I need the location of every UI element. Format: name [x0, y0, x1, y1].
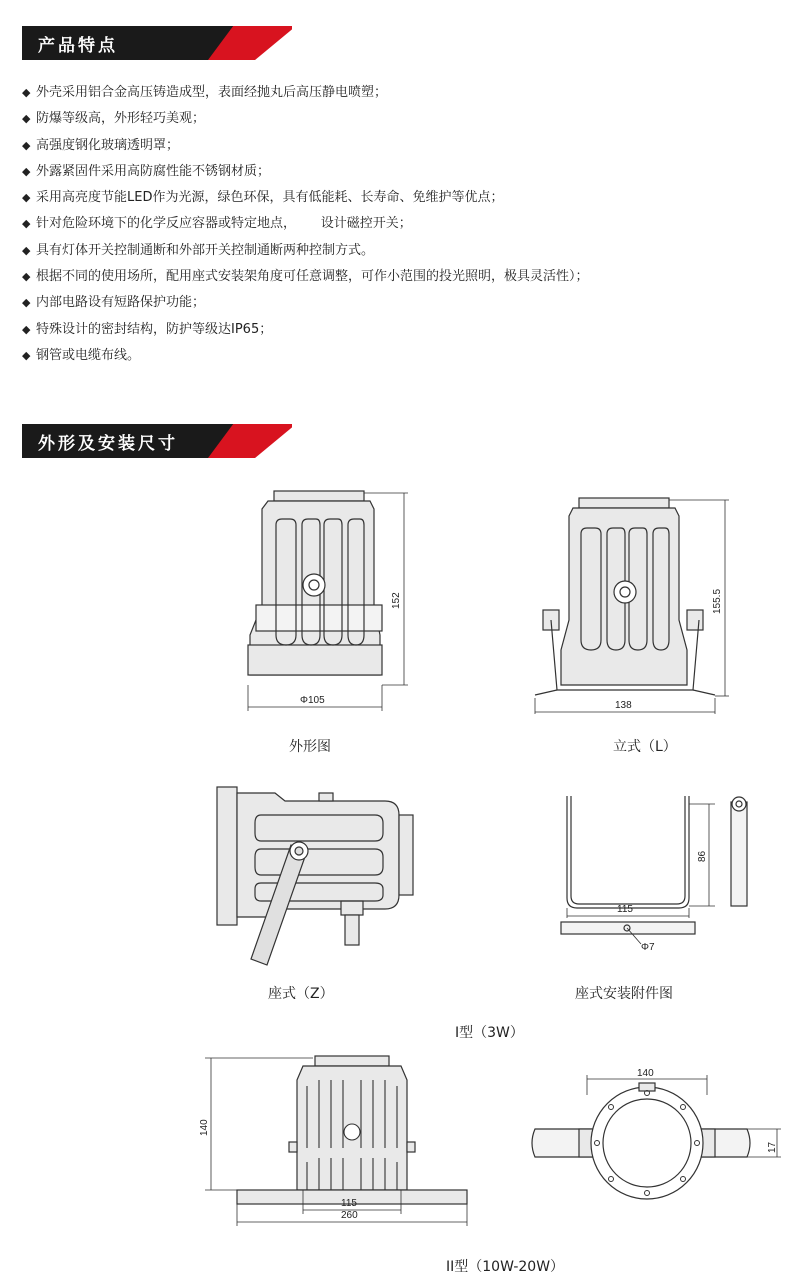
- bullet-icon: ◆: [22, 86, 31, 99]
- bullet-icon: ◆: [22, 217, 31, 231]
- outline-caption: 外形图: [289, 739, 331, 755]
- feature-item: ◆ 钢管或电缆布线。: [22, 343, 589, 369]
- feature-item: ◆ 根据不同的使用场所，配用座式安装架角度可任意调整，可作小范围的投光照明，极具灵活性）；: [22, 264, 589, 290]
- dimensions-section-header: [22, 424, 292, 458]
- feature-item: ◆ 内部电路设有短路保护功能；: [22, 290, 589, 316]
- bullet-icon: ◆: [22, 138, 31, 152]
- standing-mount-drawing: [515, 490, 750, 715]
- feature-list: [22, 80, 589, 369]
- feature-item: ◆ 外露紧固件采用高防腐性能不锈钢材质；: [22, 159, 589, 185]
- type1-caption: I型（3W）: [455, 1025, 524, 1041]
- feature-item: ◆ 特殊设计的密封结构，防护等级达IP65；: [22, 317, 589, 343]
- seat-caption: 座式（Z）: [268, 986, 334, 1002]
- type2-top-drawing: [525, 1065, 790, 1220]
- bullet-icon: ◆: [22, 112, 31, 126]
- feature-item: ◆ 采用高亮度节能LED作为光源，绿色环保，具有低能耗、长寿命、免维护等优点；: [22, 185, 589, 211]
- features-section-header: [22, 26, 292, 60]
- feature-item: ◆ 高强度钢化玻璃透明罩；: [22, 133, 589, 159]
- bullet-icon: ◆: [22, 191, 31, 205]
- dimensions-section-title: 外形及安装尺寸: [38, 434, 178, 454]
- type2-top-width-dim: 140: [637, 1068, 654, 1079]
- accessory-caption: 座式安装附件图: [575, 986, 673, 1002]
- type2-front-drawing: [195, 1050, 480, 1230]
- seat-mount-drawing: [215, 785, 430, 970]
- feature-item: ◆ 外壳采用铝合金高压铸造成型，表面经抛丸后高压静电喷塑；: [22, 80, 589, 106]
- type2-base-width-dim: 260: [341, 1210, 358, 1221]
- outline-height-dim: 152: [391, 592, 402, 609]
- type2-caption: II型（10W-20W）: [446, 1259, 565, 1275]
- bullet-icon: ◆: [22, 164, 31, 178]
- accessory-hole-dim: Φ7: [641, 942, 655, 953]
- feature-item: ◆ 针对危险环境下的化学反应容器或特定地点， 设计磁控开关；: [22, 211, 589, 237]
- feature-item: ◆ 防爆等级高，外形轻巧美观；: [22, 106, 589, 132]
- standing-caption: 立式（L）: [613, 739, 677, 755]
- bullet-icon: ◆: [22, 243, 31, 257]
- type2-inner-width-dim: 115: [341, 1198, 357, 1209]
- bullet-icon: ◆: [22, 296, 31, 310]
- accessory-width-dim: 115: [617, 904, 633, 915]
- type2-side-dim: 17: [767, 1141, 778, 1153]
- bullet-icon: ◆: [22, 270, 31, 284]
- standing-height-dim: 155.5: [712, 588, 723, 614]
- feature-item: ◆ 具有灯体开关控制通断和外部开关控制通断两种控制方式。: [22, 238, 589, 264]
- features-section-title: 产品特点: [38, 36, 118, 56]
- outline-width-dim: Φ105: [300, 695, 325, 706]
- bullet-icon: ◆: [22, 322, 31, 336]
- type2-height-dim: 140: [199, 1119, 210, 1136]
- outline-drawing: [240, 485, 415, 720]
- bullet-icon: ◆: [22, 348, 31, 362]
- accessory-height-dim: 86: [697, 850, 708, 862]
- standing-width-dim: 138: [615, 700, 632, 711]
- accessory-drawing: [555, 790, 760, 955]
